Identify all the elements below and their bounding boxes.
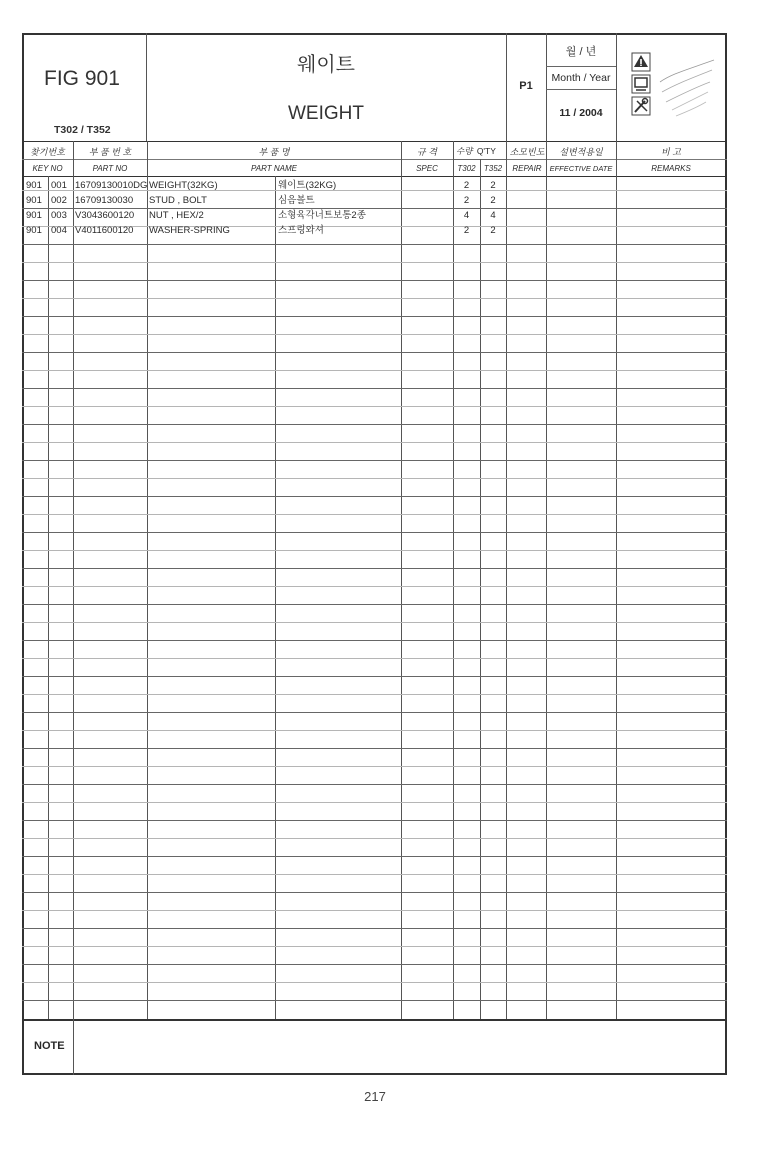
body-rule-20 — [22, 550, 727, 551]
qty-t302-cell: 2 — [463, 225, 470, 236]
body-rule-24 — [22, 622, 727, 623]
body-rule-15 — [22, 460, 727, 461]
part-no-cell: V4011600120 — [75, 225, 134, 236]
part-name-kr-cell: 심음볼트 — [278, 195, 315, 206]
body-rule-40 — [22, 910, 727, 911]
body-rule-4 — [22, 262, 727, 263]
col-part-name-korean: 부 품 명 — [258, 147, 290, 157]
col-key: KEY NO — [32, 164, 63, 173]
body-rule-8 — [22, 334, 727, 335]
column-line-5 — [453, 141, 454, 1019]
month-rule-2 — [546, 89, 616, 90]
key-cell: 004 — [51, 225, 67, 236]
header-divider — [22, 141, 727, 142]
fig-cell: 901 — [26, 210, 42, 221]
month-year-korean: 월 / 년 — [565, 46, 597, 58]
title-korean: 웨이트 — [297, 54, 355, 76]
colheader-mid-rule — [22, 159, 727, 160]
col-spec-korean: 규 격 — [417, 147, 437, 157]
body-rule-44 — [22, 982, 727, 983]
body-rule-29 — [22, 712, 727, 713]
body-rule-41 — [22, 928, 727, 929]
body-rule-14 — [22, 442, 727, 443]
col-repair-korean: 소모빈도 — [509, 147, 545, 157]
body-rule-43 — [22, 964, 727, 965]
col-remarks: REMARKS — [651, 164, 691, 173]
col-qty-label: Q'TY — [476, 146, 496, 156]
qty-t302-cell: 2 — [463, 195, 470, 206]
date-value: 11 / 2004 — [559, 107, 603, 119]
body-rule-19 — [22, 532, 727, 533]
col-spec: SPEC — [416, 164, 438, 173]
column-line-9 — [616, 141, 617, 1019]
model-label: T302 / T352 — [54, 124, 111, 136]
col-effective: EFFECTIVE DATE — [549, 164, 613, 173]
fig-cell: 901 — [26, 180, 42, 191]
col-part-name: PART NAME — [251, 164, 297, 173]
column-line-8 — [546, 141, 547, 1019]
fig-cell: 901 — [26, 195, 42, 206]
warning-icon — [631, 52, 651, 72]
qty-t302-cell: 2 — [463, 180, 470, 191]
body-rule-5 — [22, 280, 727, 281]
col-part-no: PART NO — [92, 164, 128, 173]
body-rule-33 — [22, 784, 727, 785]
qty-t352-cell: 2 — [490, 180, 496, 191]
body-rule-18 — [22, 514, 727, 515]
page-number: 217 — [364, 1089, 386, 1104]
column-line-2 — [147, 141, 148, 1019]
qty-t352-cell: 4 — [490, 210, 496, 221]
part-name-kr-cell: 스프링와셔 — [278, 225, 324, 236]
body-rule-16 — [22, 478, 727, 479]
body-rule-21 — [22, 568, 727, 569]
body-rule-22 — [22, 586, 727, 587]
col-qty-t352: T352 — [483, 164, 503, 173]
part-no-cell: 16709130010DG — [75, 180, 148, 191]
body-rule-17 — [22, 496, 727, 497]
body-rule-35 — [22, 820, 727, 821]
table-row — [0, 194, 763, 207]
tool-icon — [631, 96, 651, 116]
col-remarks-korean: 비 고 — [661, 147, 681, 157]
note-top-rule — [22, 1019, 727, 1021]
part-name-en-cell: WEIGHT(32KG) — [149, 180, 218, 191]
column-line-7 — [506, 141, 507, 1019]
month-year-label: Month / Year — [551, 72, 611, 84]
part-name-en-cell: NUT , HEX/2 — [149, 210, 204, 221]
body-rule-10 — [22, 370, 727, 371]
part-no-cell: 16709130030 — [75, 195, 134, 206]
qty-t352-cell: 2 — [490, 225, 496, 236]
note-sep — [73, 1019, 74, 1075]
body-rule-45 — [22, 1000, 727, 1001]
col-key-korean: 찾기번호 — [30, 147, 65, 157]
qty-t352-cell: 2 — [490, 195, 496, 206]
body-rule-23 — [22, 604, 727, 605]
table-row — [0, 209, 763, 222]
col-part-no-korean: 부 품 번 호 — [88, 147, 132, 157]
manual-icon — [631, 74, 651, 94]
title-english: WEIGHT — [288, 103, 364, 124]
col-effective-korean: 설변적용일 — [559, 147, 603, 157]
body-rule-6 — [22, 298, 727, 299]
body-rule-28 — [22, 694, 727, 695]
part-name-kr-cell: 소형육각너트보통2종 — [278, 210, 366, 221]
body-rule-36 — [22, 838, 727, 839]
body-rule-37 — [22, 856, 727, 857]
body-rule-34 — [22, 802, 727, 803]
note-label: NOTE — [34, 1040, 65, 1052]
table-row — [0, 224, 763, 237]
col-qty-korean — [456, 145, 496, 157]
col-qty-korean-text: 수량 — [456, 146, 473, 156]
part-name-kr-cell: 웨이트(32KG) — [278, 180, 337, 191]
body-rule-11 — [22, 388, 727, 389]
table-row — [0, 179, 763, 192]
part-name-en-cell: WASHER-SPRING — [149, 225, 230, 236]
col-qty-t302: T302 — [457, 164, 476, 173]
key-cell: 002 — [51, 195, 67, 206]
body-rule-38 — [22, 874, 727, 875]
body-rule-30 — [22, 730, 727, 731]
body-rule-27 — [22, 676, 727, 677]
body-rule-9 — [22, 352, 727, 353]
key-cell: 001 — [51, 180, 67, 191]
body-rule-31 — [22, 748, 727, 749]
month-rule-1 — [546, 66, 616, 67]
column-line-4 — [401, 141, 402, 1019]
body-rule-32 — [22, 766, 727, 767]
col-repair: REPAIR — [512, 164, 542, 173]
column-line-1 — [73, 141, 74, 1019]
body-rule-3 — [22, 244, 727, 245]
body-rule-12 — [22, 406, 727, 407]
handwritten-scribble — [656, 52, 718, 122]
body-rule-42 — [22, 946, 727, 947]
body-rule-25 — [22, 640, 727, 641]
page-code: P1 — [519, 80, 533, 92]
colheader-bottom-rule — [22, 176, 727, 177]
part-name-en-cell: STUD , BOLT — [149, 195, 207, 206]
body-rule-7 — [22, 316, 727, 317]
fig-cell: 901 — [26, 225, 42, 236]
body-rule-39 — [22, 892, 727, 893]
column-line-6 — [480, 159, 481, 1019]
part-no-cell: V3043600120 — [75, 210, 135, 221]
body-rule-26 — [22, 658, 727, 659]
key-cell: 003 — [51, 210, 67, 221]
fig-label: FIG 901 — [44, 67, 120, 90]
header-sep-4 — [616, 33, 617, 141]
body-rule-13 — [22, 424, 727, 425]
qty-t302-cell: 4 — [463, 210, 470, 221]
